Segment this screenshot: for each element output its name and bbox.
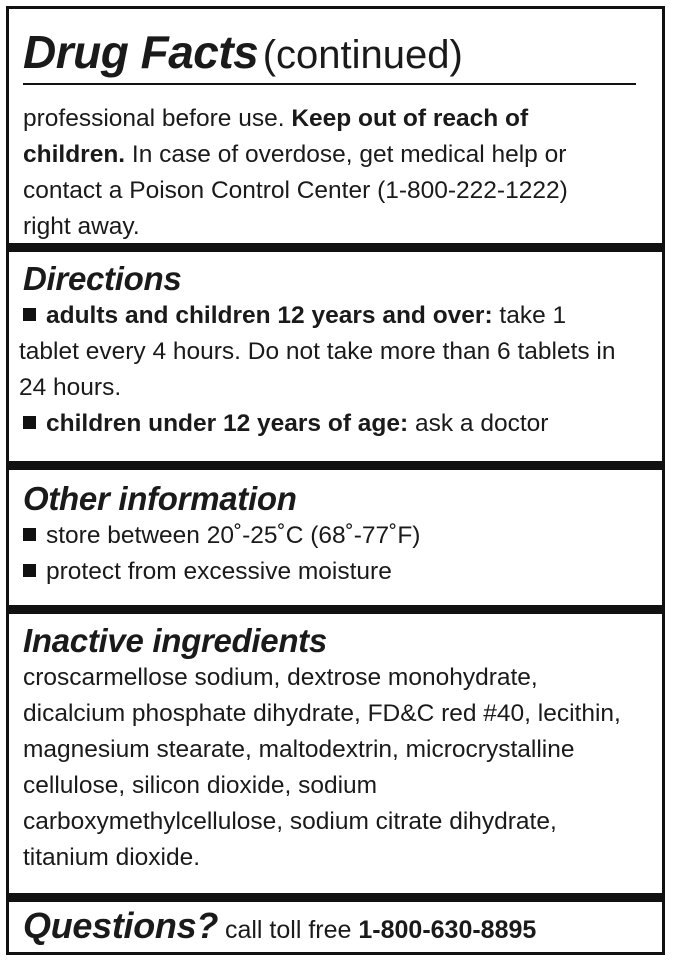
section-divider	[9, 893, 662, 902]
directions-section: Directions adults and children 12 years and over: take 1 tablet every 4 hours. Do not take more than 6 tablets in 24 hours. children under 12 years of age: ask a doctor	[9, 260, 662, 442]
inactive-ingredients-line: dicalcium phosphate dihydrate, FD&C red #40, lecithin,	[23, 700, 621, 727]
warnings-line: children. In case of overdose, get medical help or	[23, 141, 567, 168]
directions-item: adults and children 12 years and over: take 1	[23, 298, 652, 334]
bullet-square-icon	[23, 528, 36, 541]
directions-heading: Directions	[23, 260, 182, 297]
other-information-item: store between 20˚-25˚C (68˚-77˚F)	[23, 518, 652, 554]
bullet-square-icon	[23, 416, 36, 429]
header-rule	[23, 83, 636, 85]
warnings-line: professional before use. Keep out of reach of	[23, 105, 529, 132]
inactive-ingredients-line: croscarmellose sodium, dextrose monohydrate,	[23, 664, 538, 691]
warnings-line: right away.	[23, 213, 140, 240]
section-divider	[9, 243, 662, 252]
warnings-line: contact a Poison Control Center (1-800-222-1222)	[23, 177, 568, 204]
drug-facts-header	[9, 25, 662, 85]
inactive-ingredients-heading: Inactive ingredients	[23, 622, 327, 659]
inactive-ingredients-line: carboxymethylcellulose, sodium citrate dihydrate,	[23, 808, 557, 835]
drug-facts-title-suffix: (continued)	[262, 33, 463, 77]
questions-heading: Questions?	[23, 905, 219, 946]
bullet-square-icon	[23, 308, 36, 321]
drug-facts-title: Drug Facts	[23, 26, 259, 78]
inactive-ingredients-line: titanium dioxide.	[23, 844, 201, 871]
bullet-square-icon	[23, 564, 36, 577]
directions-item: children under 12 years of age: ask a doctor	[23, 406, 652, 442]
questions-phone-number: 1-800-630-8895	[358, 916, 537, 944]
drug-facts-label	[6, 6, 665, 955]
inactive-ingredients-line: magnesium stearate, maltodextrin, microcrystalline	[23, 736, 575, 763]
inactive-ingredients-line: cellulose, silicon dioxide, sodium	[23, 772, 378, 799]
warnings-section	[9, 101, 662, 245]
inactive-ingredients-section	[9, 622, 662, 876]
questions-section	[9, 905, 662, 947]
section-divider	[9, 605, 662, 614]
other-information-item: protect from excessive moisture	[23, 554, 652, 590]
other-information-heading: Other information	[23, 480, 297, 517]
questions-text: call toll free	[218, 916, 359, 944]
other-information-section	[9, 480, 662, 590]
section-divider	[9, 461, 662, 470]
